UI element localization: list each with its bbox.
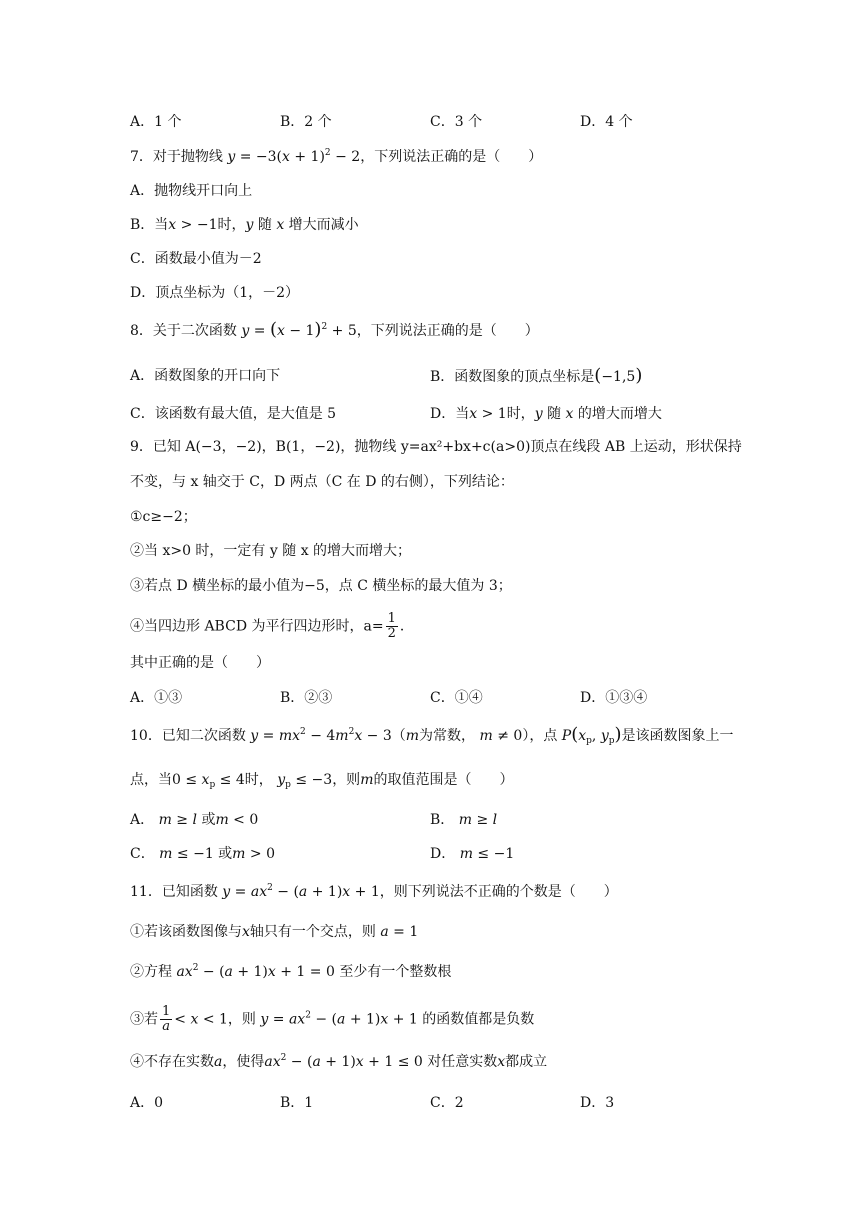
q9-statement-3: ③若点 D 横坐标的最小值为−5，点 C 横坐标的最大值为 3； [130, 578, 512, 594]
q7-option-a: A．抛物线开口向上 [130, 183, 253, 199]
q10-option-d: D． m ≤ −1 [430, 846, 515, 862]
q9-statement-4: ④当四边形 ABCD 为平行四边形时，a= $\frac{1}{2}$ ． [130, 611, 414, 641]
q8-option-d: D．当x > 1时，y 随 x 的增大而增大 [430, 406, 662, 422]
q11-stem: 11．已知函数 $y = ax^2 - (a + 1)x + 1$，则下列说法不正确的个数是（ ） [130, 883, 618, 900]
q6-option-c: C．3 个 [430, 114, 483, 130]
q7-option-d: D．顶点坐标为（1，－2） [130, 285, 300, 301]
q11-statement-3: ③若 $\frac{1}{a}$ < x < 1，则 $y = ax^2 - (a + 1)x + 1$ 的函数值都是负数 [130, 1004, 535, 1034]
q10-option-c: C． m ≤ −1 或m > 0 [130, 846, 275, 862]
q9-stem-line2: 不变，与 x 轴交于 C，D 两点（C 在 D 的右侧），下列结论： [130, 474, 514, 490]
q11-option-b: B．1 [280, 1095, 314, 1111]
q8-option-b: B．函数图象的顶点坐标是(−1,5) [430, 365, 643, 386]
q9-ask: 其中正确的是（ ） [130, 655, 270, 671]
q11-statement-2: ②方程 $ax^2 - (a + 1)x + 1 = 0$ 至少有一个整数根 [130, 963, 452, 980]
q6-option-d: D．4 个 [580, 114, 633, 130]
q10-option-a: A． m ≥ l 或m < 0 [130, 812, 259, 828]
q10-stem-line1: 10．已知二次函数 $y = mx^2 - 4m^2x - 3(m$为常数， m ≠ 0），点 $P(x_p$, $y_p$)是该函数图象上一 [130, 724, 734, 746]
q10-stem-line2: 点，当$0 \le x_p \le 4$时， $y_p \le -3$，则m的取值范围是（ ） [130, 772, 514, 790]
q8-stem: 8．关于二次函数 $y = (x - 1)^2 + 5$，下列说法正确的是（ ） [130, 319, 539, 340]
q11-option-c: C．2 [430, 1095, 464, 1111]
q9-stem-line1: 9．已知 A(−3，−2)，B(1，−2)，抛物线 y=ax²+bx+c(a>0)顶点在线段 AB 上运动，形状保持 [130, 439, 742, 455]
q7-option-c: C．函数最小值为－2 [130, 251, 262, 267]
q11-option-d: D．3 [580, 1095, 615, 1111]
q7-stem: 7．对于抛物线 $y = -3(x + 1)^2 - 2$，下列说法正确的是（ ） [130, 148, 543, 165]
q9-statement-1: ①c≥−2； [130, 509, 197, 525]
q9-option-d: D．①③④ [580, 690, 648, 706]
q6-option-a: A．1 个 [130, 114, 182, 130]
q11-option-a: A．0 [130, 1095, 164, 1111]
q10-option-b: B． m ≥ l [430, 812, 498, 828]
q9-statement-2: ②当 x>0 时，一定有 y 随 x 的增大而增大； [130, 543, 412, 559]
q8-option-c: C．该函数有最大值，是大值是 5 [130, 406, 337, 422]
q7-option-b: B．当x > −1时，y 随 x 增大而减小 [130, 217, 359, 233]
q6-option-b: B．2 个 [280, 114, 332, 130]
q8-option-a: A．函数图象的开口向下 [130, 368, 281, 384]
q11-statement-4: ④不存在实数a，使得$ax^2 - (a + 1)x + 1 \le 0$ 对任意实数x都成立 [130, 1053, 548, 1070]
q9-option-a: A．①③ [130, 690, 183, 706]
q11-statement-1: ①若该函数图像与x轴只有一个交点，则 a = 1 [130, 924, 419, 940]
q9-option-c: C．①④ [430, 690, 483, 706]
q9-option-b: B．②③ [280, 690, 333, 706]
